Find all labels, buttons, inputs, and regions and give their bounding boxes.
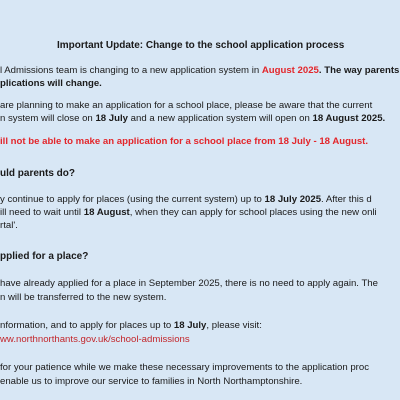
admissions-link[interactable]: ww.northnorthants.gov.uk/school-admissions bbox=[0, 334, 190, 345]
intro-line-2: plications will change. bbox=[0, 78, 102, 89]
open-date: 18 August 2025. bbox=[312, 113, 386, 124]
warning-line: ill not be able to make an application for a school place from 18 July - 18 August. bbox=[0, 136, 369, 147]
closing-line-2: enable us to improve our service to families in North Northamptonshire. bbox=[0, 376, 303, 387]
applied-line-1: have already applied for a place in September 2025, there is no need to apply again. The bbox=[0, 278, 378, 289]
info-line-1 bbox=[0, 320, 262, 332]
what-line-1 bbox=[0, 194, 372, 206]
planning-text: n system will close on bbox=[0, 113, 96, 124]
what-date: 18 July 2025 bbox=[264, 194, 322, 205]
what-suffix: . After this d bbox=[321, 194, 372, 205]
what-wait-text: ill need to wait until bbox=[0, 207, 84, 218]
what-wait-suffix: , when they can apply for school places using the new onli bbox=[129, 207, 377, 218]
planning-line-1: are planning to make an application for a school place, please be aware that the current bbox=[0, 100, 373, 111]
applied-line-2: n will be transferred to the new system. bbox=[0, 292, 167, 303]
what-text: y continue to apply for places (using the current system) up to bbox=[0, 194, 265, 205]
closing-line-1: for your patience while we make these necessary improvements to the application proc bbox=[0, 362, 370, 373]
section-applied-heading: pplied for a place? bbox=[0, 251, 89, 262]
close-date: 18 July bbox=[95, 113, 128, 124]
what-line-2 bbox=[0, 207, 377, 219]
info-date: 18 July bbox=[173, 320, 207, 331]
intro-line-1 bbox=[0, 65, 399, 77]
notice-title: Important Update: Change to the school application process bbox=[57, 40, 345, 51]
info-text: nformation, and to apply for places up to bbox=[0, 320, 174, 331]
intro-date: August 2025 bbox=[261, 65, 319, 76]
planning-middle: and a new application system will open on bbox=[127, 113, 313, 124]
planning-line-2 bbox=[0, 113, 385, 125]
info-suffix: , please visit: bbox=[206, 320, 262, 331]
intro-text: l Admissions team is changing to a new application system in bbox=[0, 65, 262, 76]
what-line-3: rtal'. bbox=[0, 220, 18, 231]
intro-bold-suffix: . The way parents bbox=[318, 65, 400, 76]
what-wait-date: 18 August bbox=[83, 207, 130, 218]
section-what-heading: uld parents do? bbox=[0, 168, 75, 179]
